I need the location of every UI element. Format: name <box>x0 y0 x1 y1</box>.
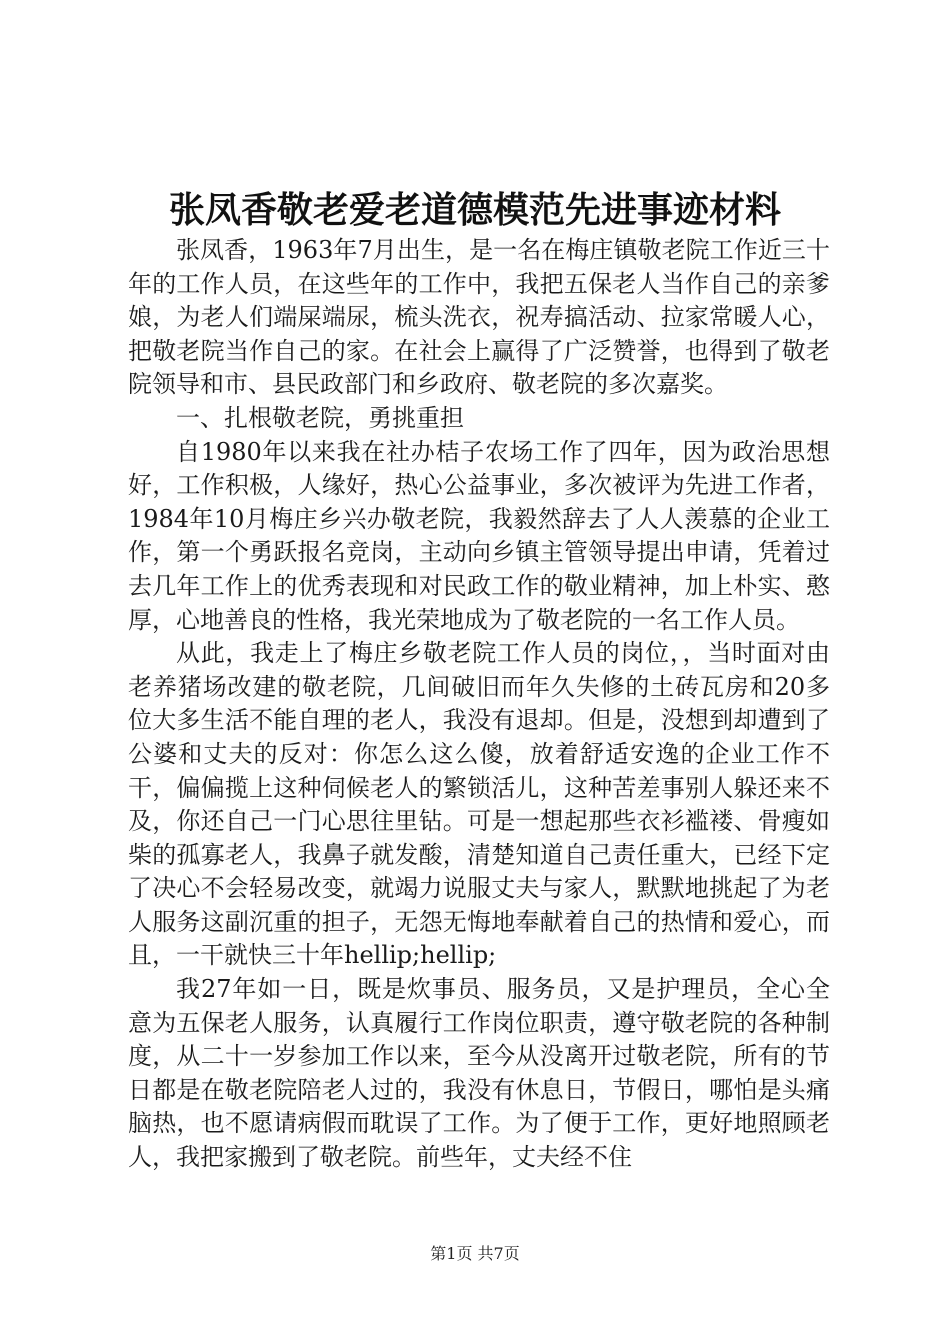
paragraph: 我27年如一日，既是炊事员、服务员，又是护理员，全心全意为五保老人服务，认真履行工作岗位职责，遵守敬老院的各种制度，从二十一岁参加工作以来，至今从没离开过敬老院，所有的节日都是在敬老院陪老人过的，我没有休息日，节假日，哪怕是头痛脑热，也不愿请病假而耽误了工作。为了便于工作，更好地照顾老人，我把家搬到了敬老院。前些年，丈夫经不住 <box>128 975 830 1172</box>
section-heading: 一、扎根敬老院，勇挑重担 <box>176 403 464 432</box>
page-footer: 第1页 共7页 <box>430 1244 520 1263</box>
page-title: 张凤香敬老爱老道德模范先进事迹材料 <box>168 189 781 231</box>
paragraph-intro: 张凤香，1963年7月出生，是一名在梅庄镇敬老院工作近三十年的工作人员，在这些年的工作中，我把五保老人当作自己的亲爹娘，为老人们端屎端尿，梳头洗衣，祝寿搞活动、拉家常暖人心，把敬老院当作自己的家。在社会上赢得了广泛赞誉，也得到了敬老院领导和市、县民政部门和乡政府、敬老院的多次嘉奖。 <box>128 236 830 399</box>
paragraph: 自1980年以来我在社办桔子农场工作了四年，因为政治思想好，工作积极，人缘好，热心公益事业，多次被评为先进工作者，1984年10月梅庄乡兴办敬老院，我毅然辞去了人人羡慕的企业工作，第一个勇跃报名竞岗，主动向乡镇主管领导提出申请，凭着过去几年工作上的优秀表现和对民政工作的敬业精神，加上朴实、憨厚，心地善良的性格，我光荣地成为了敬老院的一名工作人员。 <box>128 437 830 634</box>
paragraph: 从此，我走上了梅庄乡敬老院工作人员的岗位，，当时面对由老养猪场改建的敬老院，几间破旧而年久失修的土砖瓦房和20多位大多生活不能自理的老人，我没有退却。但是，没想到却遭到了公婆和丈夫的反对：你怎么这么傻，放着舒适安逸的企业工作不干，偏偏揽上这种伺候老人的繁锁活儿，这种苦差事别人躲还来不及，你还自己一门心思往里钻。可是一想起那些衣衫褴褛、骨瘦如柴的孤寡老人，我鼻子就发酸，清楚知道自己责任重大，已经下定了决心不会轻易改变，就竭力说服丈夫与家人，默默地挑起了为老人服务这副沉重的担子，无怨无悔地奉献着自己的热情和爱心，而且，一干就快三十年hellip;hellip; <box>128 639 830 970</box>
document-body <box>128 234 830 1175</box>
